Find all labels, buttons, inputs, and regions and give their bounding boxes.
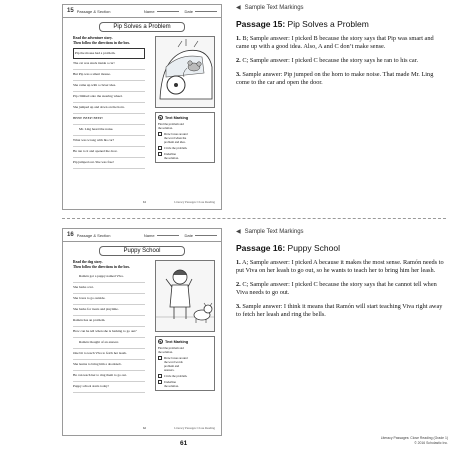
checkbox-icon	[158, 374, 162, 378]
story-line: She jumped up and down on the horn.	[73, 103, 145, 114]
worksheet-footer: 61 Literacy Passages: Close Reading	[143, 200, 215, 204]
checkbox-icon	[158, 132, 162, 136]
name-label: Name	[143, 8, 155, 14]
pencil-icon: ✎	[159, 340, 162, 344]
story-line: How can he tell when she is barking to go out?	[73, 327, 145, 338]
story-line: Pip jumped out. She was free!	[73, 158, 145, 169]
checklist-item: Underline the solution.	[158, 380, 212, 388]
story-line: Pip the mouse had a problem.	[73, 48, 145, 59]
checklist-item: Draw boxes around the word when the problem and idea.	[158, 132, 212, 144]
worksheet-page-number: 16	[67, 232, 74, 238]
story-line: BEEP! BEEP! BEEP!	[73, 114, 145, 125]
story-line: Ramón got a puppy named Viva.	[73, 272, 145, 283]
story-line: Ramón thought of an answer.	[73, 338, 145, 349]
story-line: She barks for treats and playtime.	[73, 305, 145, 316]
text-marking-box: ✎ Text Marking Find the problem and the solution. Draw boxes around the word when the problem and idea. Circle the problem. Underline the solution.	[155, 112, 215, 163]
checklist-item: Draw boxes around the word words problem and answers.	[158, 356, 212, 372]
answer-item: 1. A; Sample answer: I picked A because it makes the most sense. Ramón needs to put Viva on her leash to go out, so he wants to teach her to bring him her leash.	[236, 259, 444, 274]
worksheet-footer: 62 Literacy Passages: Close Reading	[143, 426, 215, 430]
story-line: He ran to it and opened the door.	[73, 147, 145, 158]
worksheet-title: Pip Solves a Problem	[99, 22, 185, 32]
checklist-item: Underline the solution.	[158, 152, 212, 160]
worksheet-series: Passage & Section	[76, 8, 111, 14]
worksheet-thumbnail-passage-16	[62, 228, 222, 436]
section-divider	[62, 218, 446, 219]
story-line: She came up with a clever idea.	[73, 81, 145, 92]
story-line: Puppy school starts today!	[73, 382, 145, 393]
story-line: But Pip was a smart mouse.	[73, 70, 145, 81]
worksheet-directions: Read the dog story. Then follow the directions in the box.	[73, 260, 130, 269]
worksheet-header	[63, 229, 221, 242]
triangle-left-icon: ◀	[236, 5, 241, 11]
answer-item: 3. Sample answer: Pip jumped on the horn to make noise. That made Mr. Ling come to the car and open the door.	[236, 71, 434, 86]
worksheet-title: Puppy School	[99, 246, 185, 256]
story-line: One bit to teach Viva to fetch her leash.	[73, 349, 145, 360]
story-line: Mr. Ling heard the noise.	[73, 125, 145, 136]
answer-item: 2. C; Sample answer: I picked C because the story says that he cannot tell when Viva needs to go out.	[236, 281, 437, 296]
story-text	[73, 272, 145, 393]
story-line: She loves to go outside.	[73, 294, 145, 305]
boy-and-puppy-illustration	[155, 260, 215, 332]
text-marking-box: ✎ Text Marking Find the problem and the solution. Draw boxes around the word words problem and answers. Circle the problem. Underline the solution.	[155, 336, 215, 391]
story-line: He can teach her to ring them to go out.	[73, 371, 145, 382]
story-line: The cat was stuck inside a car!	[73, 59, 145, 70]
story-line: Pip climbed onto the steering wheel.	[73, 92, 145, 103]
story-line: She learns to bring him a doorknob.	[73, 360, 145, 371]
answer-item: 1. B; Sample answer: I picked B because the story says that Pip was smart and came up with a good idea. Also, A and C don’t make sense.	[236, 35, 434, 50]
worksheet-page-number: 15	[67, 8, 74, 14]
sample-text-markings-label: ◀ Sample Text Markings	[236, 228, 304, 235]
story-line: She barks a lot.	[73, 283, 145, 294]
checklist-item: Circle the problem.	[158, 374, 212, 378]
passage-heading: Passage 15: Pip Solves a Problem	[236, 19, 369, 29]
story-line: What was wrong with his car?	[73, 136, 145, 147]
triangle-left-icon: ◀	[236, 229, 241, 235]
copyright-credit: Literacy Passages: Close Reading (Grade 1) © 2016 Scholastic Inc.	[380, 436, 448, 445]
story-line: Ramón has an problem.	[73, 316, 145, 327]
worksheet-header	[63, 5, 221, 18]
answers-passage-15	[236, 4, 446, 93]
answers-passage-16	[236, 228, 446, 325]
checkbox-icon	[158, 356, 162, 360]
page-number: 61	[180, 440, 188, 447]
worksheet-directions: Read the adventure story. Then follow the directions in the box.	[73, 36, 130, 45]
sample-text-markings-label: ◀ Sample Text Markings	[236, 4, 304, 11]
checkbox-icon	[158, 380, 162, 384]
story-text	[73, 48, 145, 169]
passage-heading: Passage 16: Puppy School	[236, 243, 340, 253]
date-label: Date	[184, 232, 193, 238]
worksheet-series: Passage & Section	[76, 232, 111, 238]
pencil-icon: ✎	[159, 116, 162, 120]
answer-item: 2. C; Sample answer: I picked C because the story says he ran to his car.	[236, 57, 419, 64]
date-label: Date	[184, 8, 193, 14]
answer-item: 3. Sample answer: I think it means that Ramón will start teaching Viva right away to fetch her leash and ring the bells.	[236, 303, 443, 318]
checkbox-icon	[158, 146, 162, 150]
name-label: Name	[143, 232, 155, 238]
checklist-item: Circle the problem.	[158, 146, 212, 150]
checkbox-icon	[158, 152, 162, 156]
mouse-in-car-illustration	[155, 36, 215, 108]
worksheet-thumbnail-passage-15	[62, 4, 222, 210]
